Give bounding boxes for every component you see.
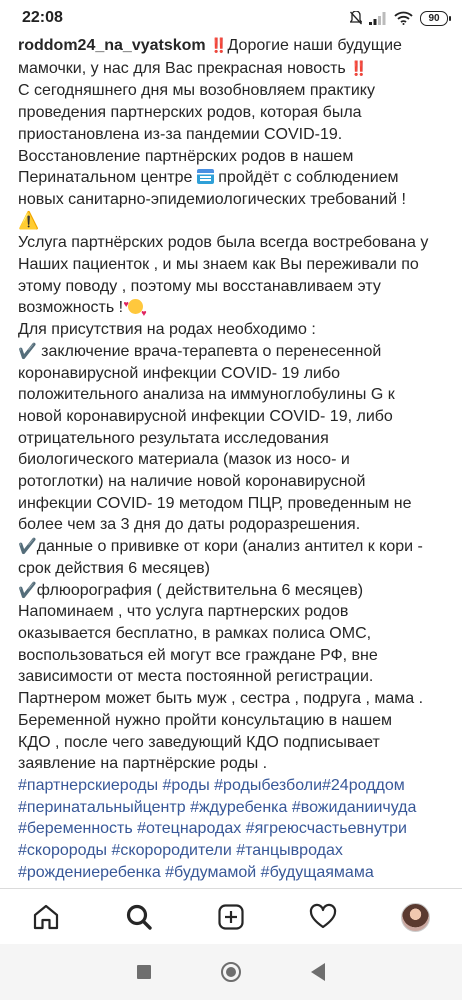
hashtag-link-line[interactable]: #партнерскиероды #роды #родыбезболи#24роддом [18, 776, 405, 794]
caption-line: срок действия 6 месяцев) [18, 559, 210, 577]
check-mark-emoji: ✔️ [18, 580, 37, 599]
caption-line: положительного анализа на иммуноглобулины G к [18, 386, 395, 404]
caption-line: Восстановление партнёрских родов в нашем [18, 147, 354, 165]
back-button[interactable] [311, 963, 325, 981]
bottom-navigation [0, 888, 462, 945]
caption-line [18, 536, 450, 558]
caption-line: приостановлена из-за пандемии COVID-19. [18, 125, 343, 143]
caption-line: С сегодняшнего дня мы возобновляем практику [18, 82, 375, 100]
home-tab-button[interactable] [26, 897, 66, 937]
battery-level: 90 [428, 12, 440, 24]
caption-text: флюорография ( действительна 6 месяцев) [36, 581, 364, 599]
caption-line: Беременной нужно пройти консультацию в нашем [18, 711, 393, 729]
signal-icon [369, 12, 387, 25]
caption-line: коронавирусной инфекции COVID- 19 либо [18, 364, 341, 382]
double-exclamation-emoji: ‼️ [350, 60, 368, 77]
caption-line [18, 297, 450, 319]
caption-text: возможность ! [18, 299, 124, 317]
warning-emoji: ⚠️ [18, 210, 40, 231]
caption-line: более чем за 3 дня до даты родоразрешения. [18, 516, 361, 534]
username-link[interactable]: roddom24_na_vyatskom [18, 37, 206, 54]
caption-line: биологического материала (мазок из носо- и [18, 451, 350, 469]
hashtag-link-line[interactable]: #перинатальныйцентр #ждуребенка #вожиданиичуда [18, 798, 417, 816]
status-bar [0, 0, 462, 36]
caption-text: Дорогие наши будущие [227, 37, 402, 54]
caption-line: зависимости от места постоянной регистрации. [18, 668, 374, 686]
caption-text: мамочки, у нас для Вас прекрасная новость [18, 59, 346, 77]
status-icons [350, 11, 448, 26]
check-mark-emoji: ✔️ [18, 341, 37, 360]
caption-text: заключение врача-терапевта о перенесенной [41, 342, 382, 360]
caption-line: воспользоваться ей могут все граждане РФ, вне [18, 646, 378, 664]
hashtag-link-line[interactable]: #скоророды #скорородители #танцывродах [18, 842, 343, 860]
caption-line: Партнером может быть муж , сестра , подруга , мама . [18, 690, 424, 708]
new-post-icon [217, 903, 245, 931]
caption-line: Для присутствия на родах необходимо : [18, 321, 316, 339]
caption-line: новой коронавирусной инфекции COVID- 19, либо [18, 407, 393, 425]
caption-line [18, 35, 450, 58]
system-navigation-bar [0, 944, 462, 1000]
search-icon [125, 903, 153, 931]
activity-tab-button[interactable] [303, 897, 343, 937]
new-post-button[interactable] [211, 897, 251, 937]
caption-line [18, 341, 450, 363]
recents-button[interactable] [137, 965, 151, 979]
smiling-face-with-hearts-emoji [128, 299, 143, 314]
caption-text: Перинатальном центре [18, 169, 193, 187]
caption-line [18, 167, 450, 189]
profile-avatar [401, 903, 430, 932]
alarm-silent-icon [350, 11, 362, 25]
caption-line: заявление на партнёрские роды . [18, 755, 268, 773]
hospital-emoji [197, 169, 214, 184]
wifi-icon [394, 11, 413, 25]
caption-line: Наших пациенток , и мы знаем как Вы переживали по [18, 256, 419, 274]
caption-text: данные о прививке от кори (анализ антител к кори - [36, 538, 423, 556]
heart-icon [309, 903, 337, 931]
search-tab-button[interactable] [119, 897, 159, 937]
home-button[interactable] [221, 962, 241, 982]
status-time: 22:08 [22, 9, 63, 26]
caption-line [18, 211, 450, 233]
caption-line: отрицательного результата исследования [18, 429, 329, 447]
home-icon [32, 903, 60, 931]
caption-line: КДО , после чего заведующий КДО подписывает [18, 733, 380, 751]
battery-indicator [420, 11, 448, 26]
check-mark-emoji: ✔️ [18, 537, 37, 556]
caption-line [18, 58, 450, 81]
caption-line: Услуга партнёрских родов была всегда востребована у [18, 234, 429, 252]
hashtag-link-line[interactable]: #беременность #отецнародах #ягреюсчастьевнутри [18, 820, 407, 838]
caption-line: инфекции COVID- 19 методом ПЦР, проведенным не [18, 494, 412, 512]
caption-line: оказывается бесплатно, в рамках полиса ОМС, [18, 624, 372, 642]
post-caption [18, 35, 450, 883]
caption-text: пройдёт с соблюдением [218, 169, 399, 187]
caption-line: ротоглотки) на наличие новой коронавирусной [18, 473, 366, 491]
caption-line [18, 580, 450, 602]
profile-tab-button[interactable] [396, 897, 436, 937]
hashtag-link-line[interactable]: #рождениеребенка #будумамой #будущаямама [18, 863, 374, 881]
caption-line: этому поводу , поэтому мы восстанавливаем эту [18, 277, 381, 295]
caption-line: Напоминаем , что услуга партнерских родов [18, 603, 349, 621]
caption-line: новых санитарно-эпидемиологических требований ! [18, 190, 406, 208]
caption-line: проведения партнерских родов, которая была [18, 104, 362, 122]
double-exclamation-emoji: ‼️ [210, 38, 228, 54]
